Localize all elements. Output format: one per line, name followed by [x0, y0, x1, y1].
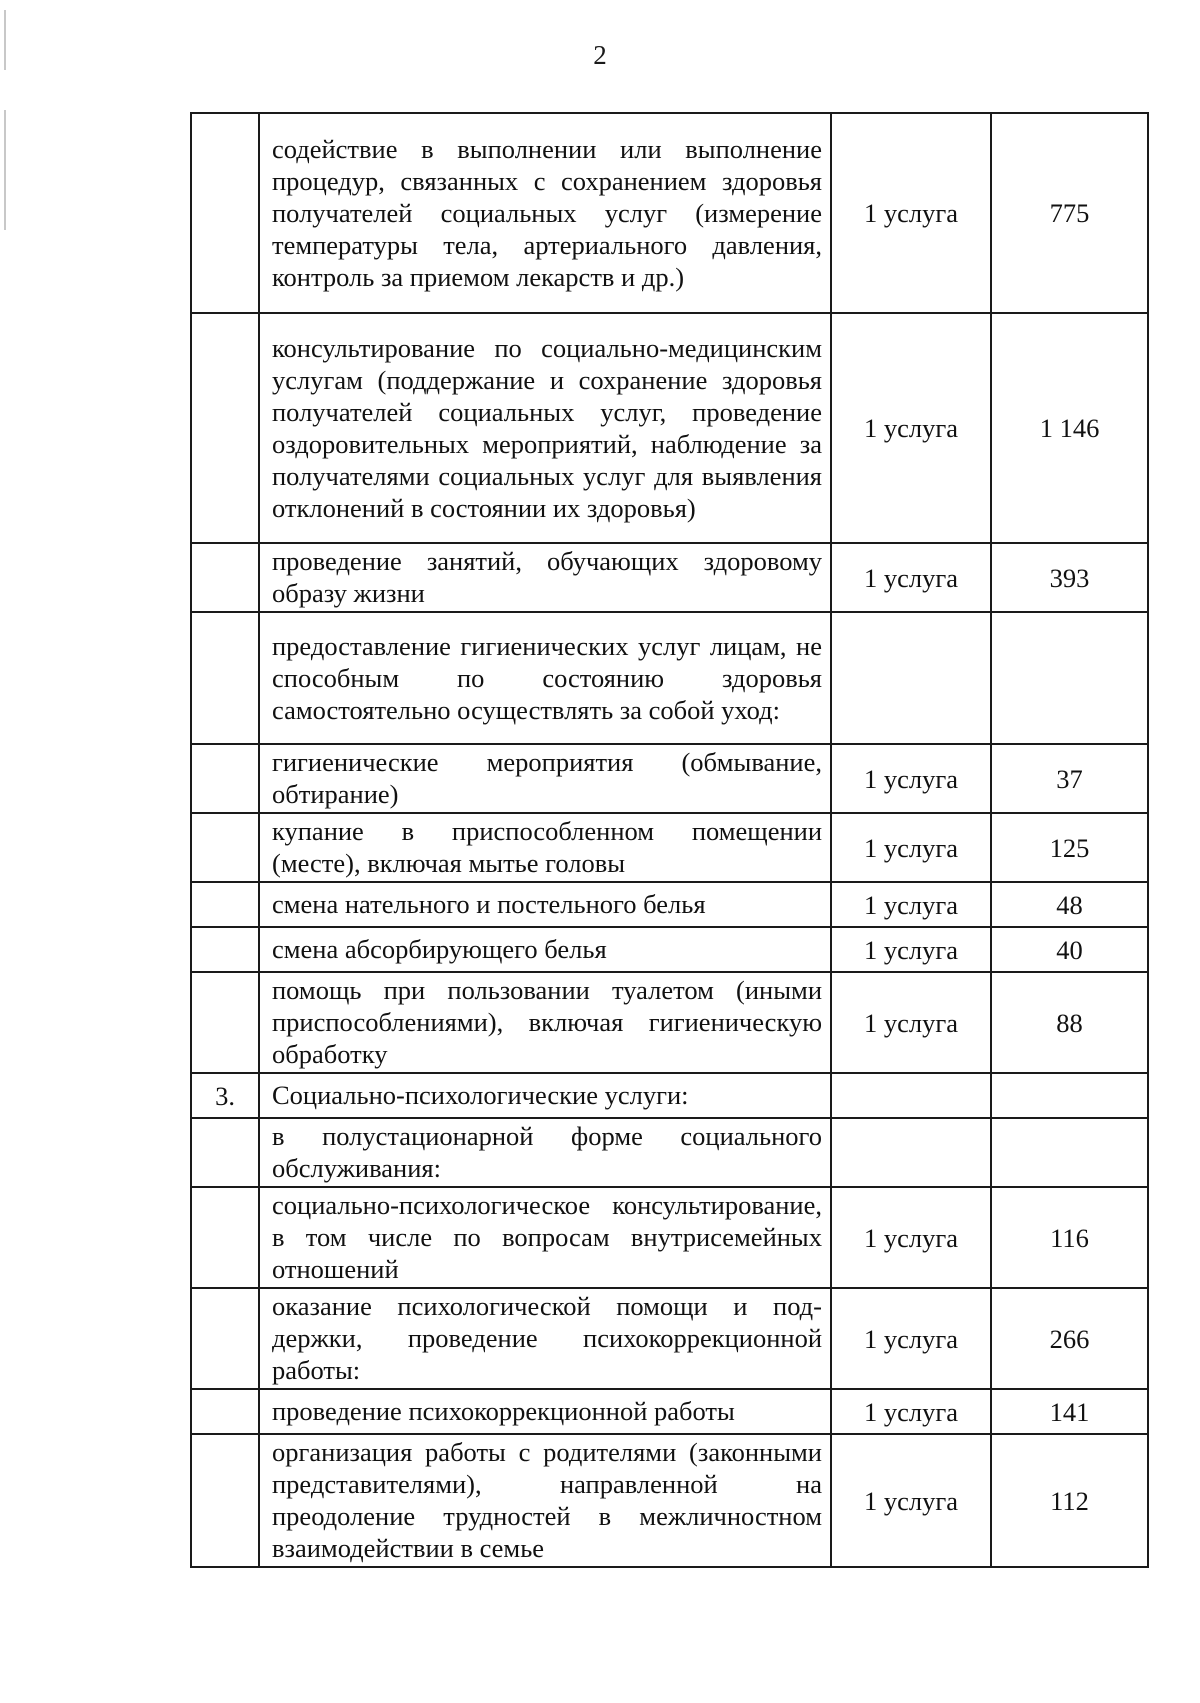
- scan-edge-mark: [4, 110, 6, 230]
- service-unit: 1 услуга: [831, 113, 991, 313]
- service-unit: 1 услуга: [831, 1288, 991, 1389]
- row-number: 3.: [191, 1073, 259, 1118]
- service-description: проведение психокоррекционной работы: [259, 1389, 831, 1434]
- service-unit: [831, 612, 991, 744]
- service-value: 266: [991, 1288, 1148, 1389]
- service-value: 116: [991, 1187, 1148, 1288]
- row-number: [191, 972, 259, 1073]
- service-unit: 1 услуга: [831, 813, 991, 882]
- table-row: [191, 543, 1148, 612]
- service-unit: 1 услуга: [831, 972, 991, 1073]
- service-description: в полустационарной форме социального обслуживания:: [259, 1118, 831, 1187]
- row-number: [191, 543, 259, 612]
- table-row: [191, 744, 1148, 813]
- page-number: 2: [593, 40, 607, 70]
- service-value: 125: [991, 813, 1148, 882]
- table-row: [191, 612, 1148, 744]
- service-value: 141: [991, 1389, 1148, 1434]
- table-row: [191, 113, 1148, 313]
- row-number: [191, 1288, 259, 1389]
- table-row: [191, 1389, 1148, 1434]
- table-row: [191, 313, 1148, 543]
- services-table: [190, 112, 1149, 1568]
- service-unit: [831, 1073, 991, 1118]
- service-description: смена абсорбирующего белья: [259, 927, 831, 972]
- service-unit: 1 услуга: [831, 744, 991, 813]
- service-value: 40: [991, 927, 1148, 972]
- row-number: [191, 882, 259, 927]
- row-number: [191, 927, 259, 972]
- service-description: содействие в выполнении или выполнение процедур, связанных с сохранением здоровья получателей социальных услуг (измерение температуры тела, артериального давления, контроль за приемом лекарств и др.): [259, 113, 831, 313]
- service-description: купание в приспособленном помещении (месте), включая мытье головы: [259, 813, 831, 882]
- service-unit: [831, 1118, 991, 1187]
- table-row: [191, 813, 1148, 882]
- row-number: [191, 313, 259, 543]
- table-row: [191, 1118, 1148, 1187]
- service-description: организация работы с родителями (законными представителями), направленной на преодоление трудностей в межличностном взаимодействии в семье: [259, 1434, 831, 1567]
- row-number: [191, 612, 259, 744]
- service-unit: 1 услуга: [831, 882, 991, 927]
- service-description: консультирование по социально-медицинским услугам (поддержание и сохранение здоровья получателей социальных услуг, проведение оздоровительных мероприятий, наблюдение за получателями социальных услуг для выявления отклонений в состоянии их здоровья): [259, 313, 831, 543]
- services-table-body: [191, 113, 1148, 1567]
- service-value: 48: [991, 882, 1148, 927]
- row-number: [191, 1118, 259, 1187]
- service-unit: 1 услуга: [831, 1187, 991, 1288]
- service-description: предоставление гигиенических услуг лицам, не способным по состоянию здоровья самостоятельно осуществлять за собой уход:: [259, 612, 831, 744]
- service-value: 393: [991, 543, 1148, 612]
- service-description: гигиенические мероприятия (обмывание, обтирание): [259, 744, 831, 813]
- service-value: [991, 1073, 1148, 1118]
- service-value: [991, 1118, 1148, 1187]
- service-description: проведение занятий, обучающих здоровому образу жизни: [259, 543, 831, 612]
- service-unit: 1 услуга: [831, 313, 991, 543]
- table-row: [191, 882, 1148, 927]
- row-number: [191, 1434, 259, 1567]
- row-number: [191, 813, 259, 882]
- row-number: [191, 744, 259, 813]
- table-row: [191, 927, 1148, 972]
- service-value: [991, 612, 1148, 744]
- service-unit: 1 услуга: [831, 1389, 991, 1434]
- service-description: социально-психологическое консультирование, в том числе по вопросам внутрисемейных отношений: [259, 1187, 831, 1288]
- row-number: [191, 1389, 259, 1434]
- service-description: помощь при пользовании туалетом (иными приспособлениями), включая гигиеническую обработку: [259, 972, 831, 1073]
- row-number: [191, 113, 259, 313]
- table-row: [191, 1288, 1148, 1389]
- table-row: [191, 972, 1148, 1073]
- section-heading: Социально-психологические услуги:: [259, 1073, 831, 1118]
- table-row: [191, 1187, 1148, 1288]
- service-unit: 1 услуга: [831, 543, 991, 612]
- service-unit: 1 услуга: [831, 1434, 991, 1567]
- service-unit: 1 услуга: [831, 927, 991, 972]
- table-row: [191, 1434, 1148, 1567]
- table-row: [191, 1073, 1148, 1118]
- service-value: 1 146: [991, 313, 1148, 543]
- service-description: смена нательного и постельного белья: [259, 882, 831, 927]
- row-number: [191, 1187, 259, 1288]
- service-value: 37: [991, 744, 1148, 813]
- service-value: 88: [991, 972, 1148, 1073]
- service-description: оказание психологической помощи и поддержки, проведение психокоррекционной работы:: [259, 1288, 831, 1389]
- service-value: 112: [991, 1434, 1148, 1567]
- service-value: 775: [991, 113, 1148, 313]
